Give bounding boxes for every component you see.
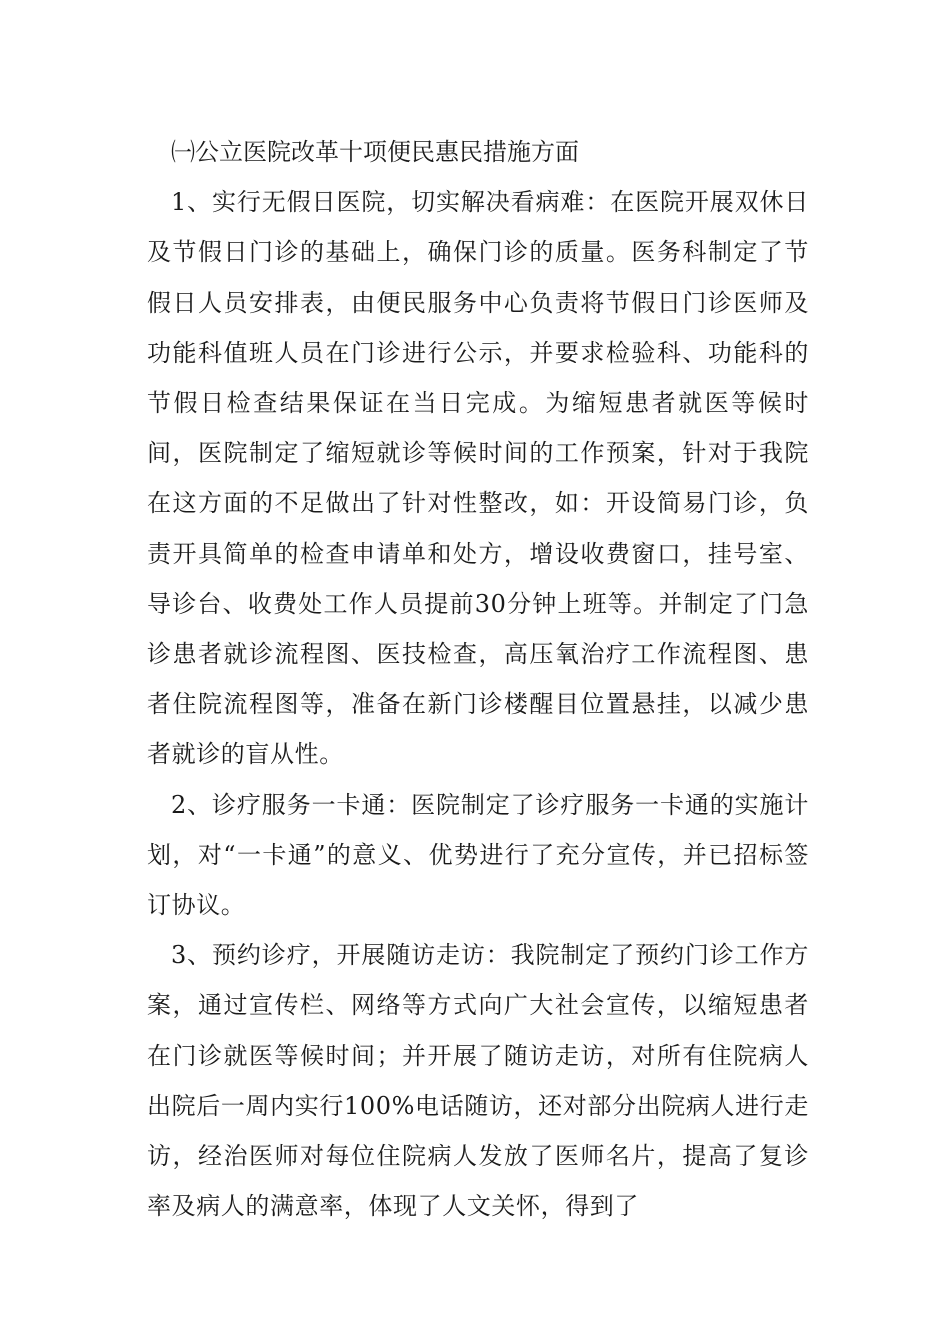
paragraph-2: 2、诊疗服务一卡通：医院制定了诊疗服务一卡通的实施计划，对“一卡通”的意义、优势进行了充分宣传，并已招标签订协议。 <box>147 790 809 920</box>
paragraph-1: 1、实行无假日医院，切实解决看病难：在医院开展双休日及节假日门诊的基础上，确保门诊的质量。医务科制定了节假日人员安排表，由便民服务中心负责将节假日门诊医师及功能科值班人员在门诊进行公示，并要求检验科、功能科的节假日检查结果保证在当日完成。为缩短患者就医等候时间，医院制定了缩短就诊等候时间的工作预案，针对于我院在这方面的不足做出了针对性整改，如：开设简易门诊，负责开具简单的检查申请单和处方，增设收费窗口，挂号室、导诊台、收费处工作人员提前30分钟上班等。并制定了门急诊患者就诊流程图、医技检查，高压氧治疗工作流程图、患者住院流程图等，准备在新门诊楼醒目位置悬挂，以减少患者就诊的盲从性。 <box>147 188 809 769</box>
section-heading: ㈠公立医院改革十项便民惠民措施方面 <box>171 138 579 166</box>
paragraph-3: 3、预约诊疗，开展随访走访：我院制定了预约门诊工作方案，通过宣传栏、网络等方式向广大社会宣传，以缩短患者在门诊就医等候时间；并开展了随访走访，对所有住院病人出院后一周内实行100%电话随访，还对部分出院病人进行走访，经治医师对每位住院病人发放了医师名片，提高了复诊率及病人的满意率，体现了人文关怀，得到了 <box>147 941 809 1221</box>
document-body <box>147 127 809 1231</box>
